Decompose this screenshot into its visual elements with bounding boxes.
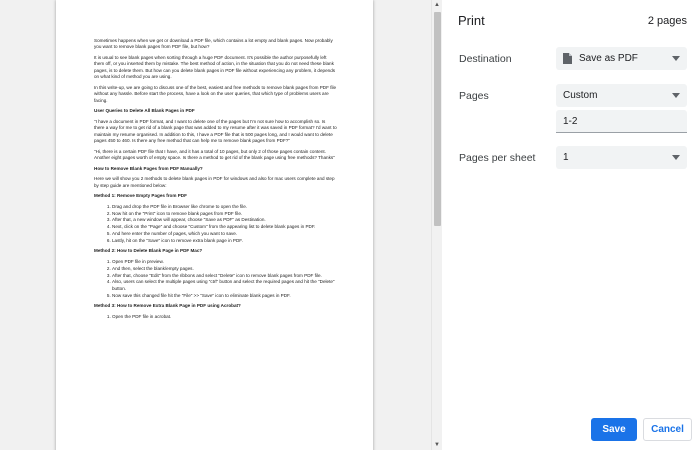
list-item: 1. Open the PDF file in acrobat. — [112, 314, 337, 320]
page-count: 2 pages — [647, 15, 687, 27]
page-heading: User Queries to Delete All Blank Pages in PDF — [94, 108, 195, 114]
list-item: 2. And then, select the blank/empty pages. — [112, 266, 337, 272]
list-item: 3. After that, a new window will appear, choose "Save as PDF" as Destination. — [112, 217, 337, 223]
destination-label: Destination — [459, 53, 512, 65]
pages-value: Custom — [563, 90, 598, 101]
chevron-down-icon — [672, 93, 680, 98]
list-item: 5. And here enter the number of pages, which you want to save. — [112, 231, 337, 237]
scroll-down-arrow-icon[interactable]: ▼ — [434, 442, 440, 448]
page-paragraph: Sometimes happens when we get or download a PDF file, which contains a lot empty and blank pages. Now probably you want to remove blank pages from PDF file, but how? — [94, 38, 333, 50]
pages-range-input[interactable]: 1-2 — [556, 110, 687, 133]
destination-value: Save as PDF — [579, 53, 638, 64]
list-item: 4. Also, users can select the multiple pages using "ctrl" button and select the required pages and hit the "Delete" button. — [112, 279, 337, 292]
pages-per-sheet-value: 1 — [563, 152, 569, 163]
preview-page — [56, 0, 373, 450]
page-list — [112, 204, 337, 244]
page-list — [112, 314, 337, 320]
list-item: 2. Now hit on the "Print" icon to remove blank pages from PDF file. — [112, 211, 337, 217]
list-item: 6. Lastly, hit on the "Save" icon to remove extra blank page in PDF. — [112, 238, 337, 244]
page-heading: How to Remove Blank Pages from PDF Manually? — [94, 165, 203, 171]
page-paragraph: "I have a document in PDF format, and I want to delete one of the pages but I'm not sure how to accomplish so. Is there a way for me to get rid of a blank page that was added to my resume after it was saved in PDF format? I'd want to maintain my resume organised. In addition to this, I have a PDF file that is 500 pages long, and I would want to delete pages 450 to 460. Is there any free method that can help me to remove blank pages from PDF?" — [94, 118, 337, 144]
save-button[interactable]: Save — [591, 418, 637, 441]
list-item: 1. Open PDF file in preview. — [112, 259, 337, 265]
page-list — [112, 259, 337, 299]
scrollbar-thumb[interactable] — [434, 12, 441, 226]
pages-per-sheet-select[interactable] — [556, 146, 687, 169]
page-heading: Method 2: How to Delete Blank Page in PDF Mac? — [94, 248, 203, 254]
list-item: 5. Now save this changed file hit the "File" >> "Save" icon to eliminate blank pages in PDF. — [112, 293, 337, 299]
page-paragraph: Here we will show you 2 methods to delete blank pages in PDF for windows and also for mac users complete and step by step guide are mentioned below: — [94, 176, 335, 188]
chevron-down-icon — [672, 155, 680, 160]
cancel-button[interactable]: Cancel — [643, 418, 692, 441]
list-item: 1. Drag and drop the PDF file in Browser like chrome to open the file. — [112, 204, 337, 210]
pages-select[interactable] — [556, 84, 687, 107]
page-paragraph: In this write-up, we are going to discuss one of the best, easiest and free methods to remove blank pages from PDF file without any hassle. Before start the process, have a look on the user queries, that which type of problems users are facing. — [94, 84, 337, 103]
page-paragraph: It is usual to see blank pages when sorting through a huge PDF document. It's possible the author purposefully left them off, or you inserted them by mistake. The best method of action, in the situation that you do not need these blank pages, is to delete them. But how can you delete blank pages in PDF file without experiencing any problem, it depends on what kind of method you are using. — [94, 55, 336, 80]
panel-title: Print — [458, 13, 485, 28]
document-icon — [563, 53, 572, 64]
list-item: 4. Next, click on the "Page" and choose "Custom" from the appearing list to delete blank pages in PDF. — [112, 224, 337, 230]
chevron-down-icon — [672, 56, 680, 61]
page-paragraph: "Hi, there is a certain PDF file that I have, and it has a total of 10 pages, but only 2 of those pages contain content. Another eight pages worth of empty space. Is there a method to get rid of the blank page using free methods? Thanks" — [94, 148, 335, 161]
page-heading: Method 1: Remove Empty Pages from PDF — [94, 193, 187, 199]
pages-label: Pages — [459, 90, 489, 102]
print-settings-panel — [442, 0, 700, 450]
destination-select[interactable] — [556, 47, 687, 70]
pages-per-sheet-label: Pages per sheet — [459, 152, 536, 164]
page-content — [94, 38, 337, 320]
preview-scrollbar[interactable] — [431, 0, 442, 450]
page-heading: Method 3: How to Remove Extra Blank Page in PDF using Acrobat? — [94, 303, 241, 309]
list-item: 3. After that, choose "Edit" from the ribbons and select "Delete" icon to remove blank pages from PDF file. — [112, 273, 337, 279]
scroll-up-arrow-icon[interactable]: ▲ — [434, 2, 440, 8]
